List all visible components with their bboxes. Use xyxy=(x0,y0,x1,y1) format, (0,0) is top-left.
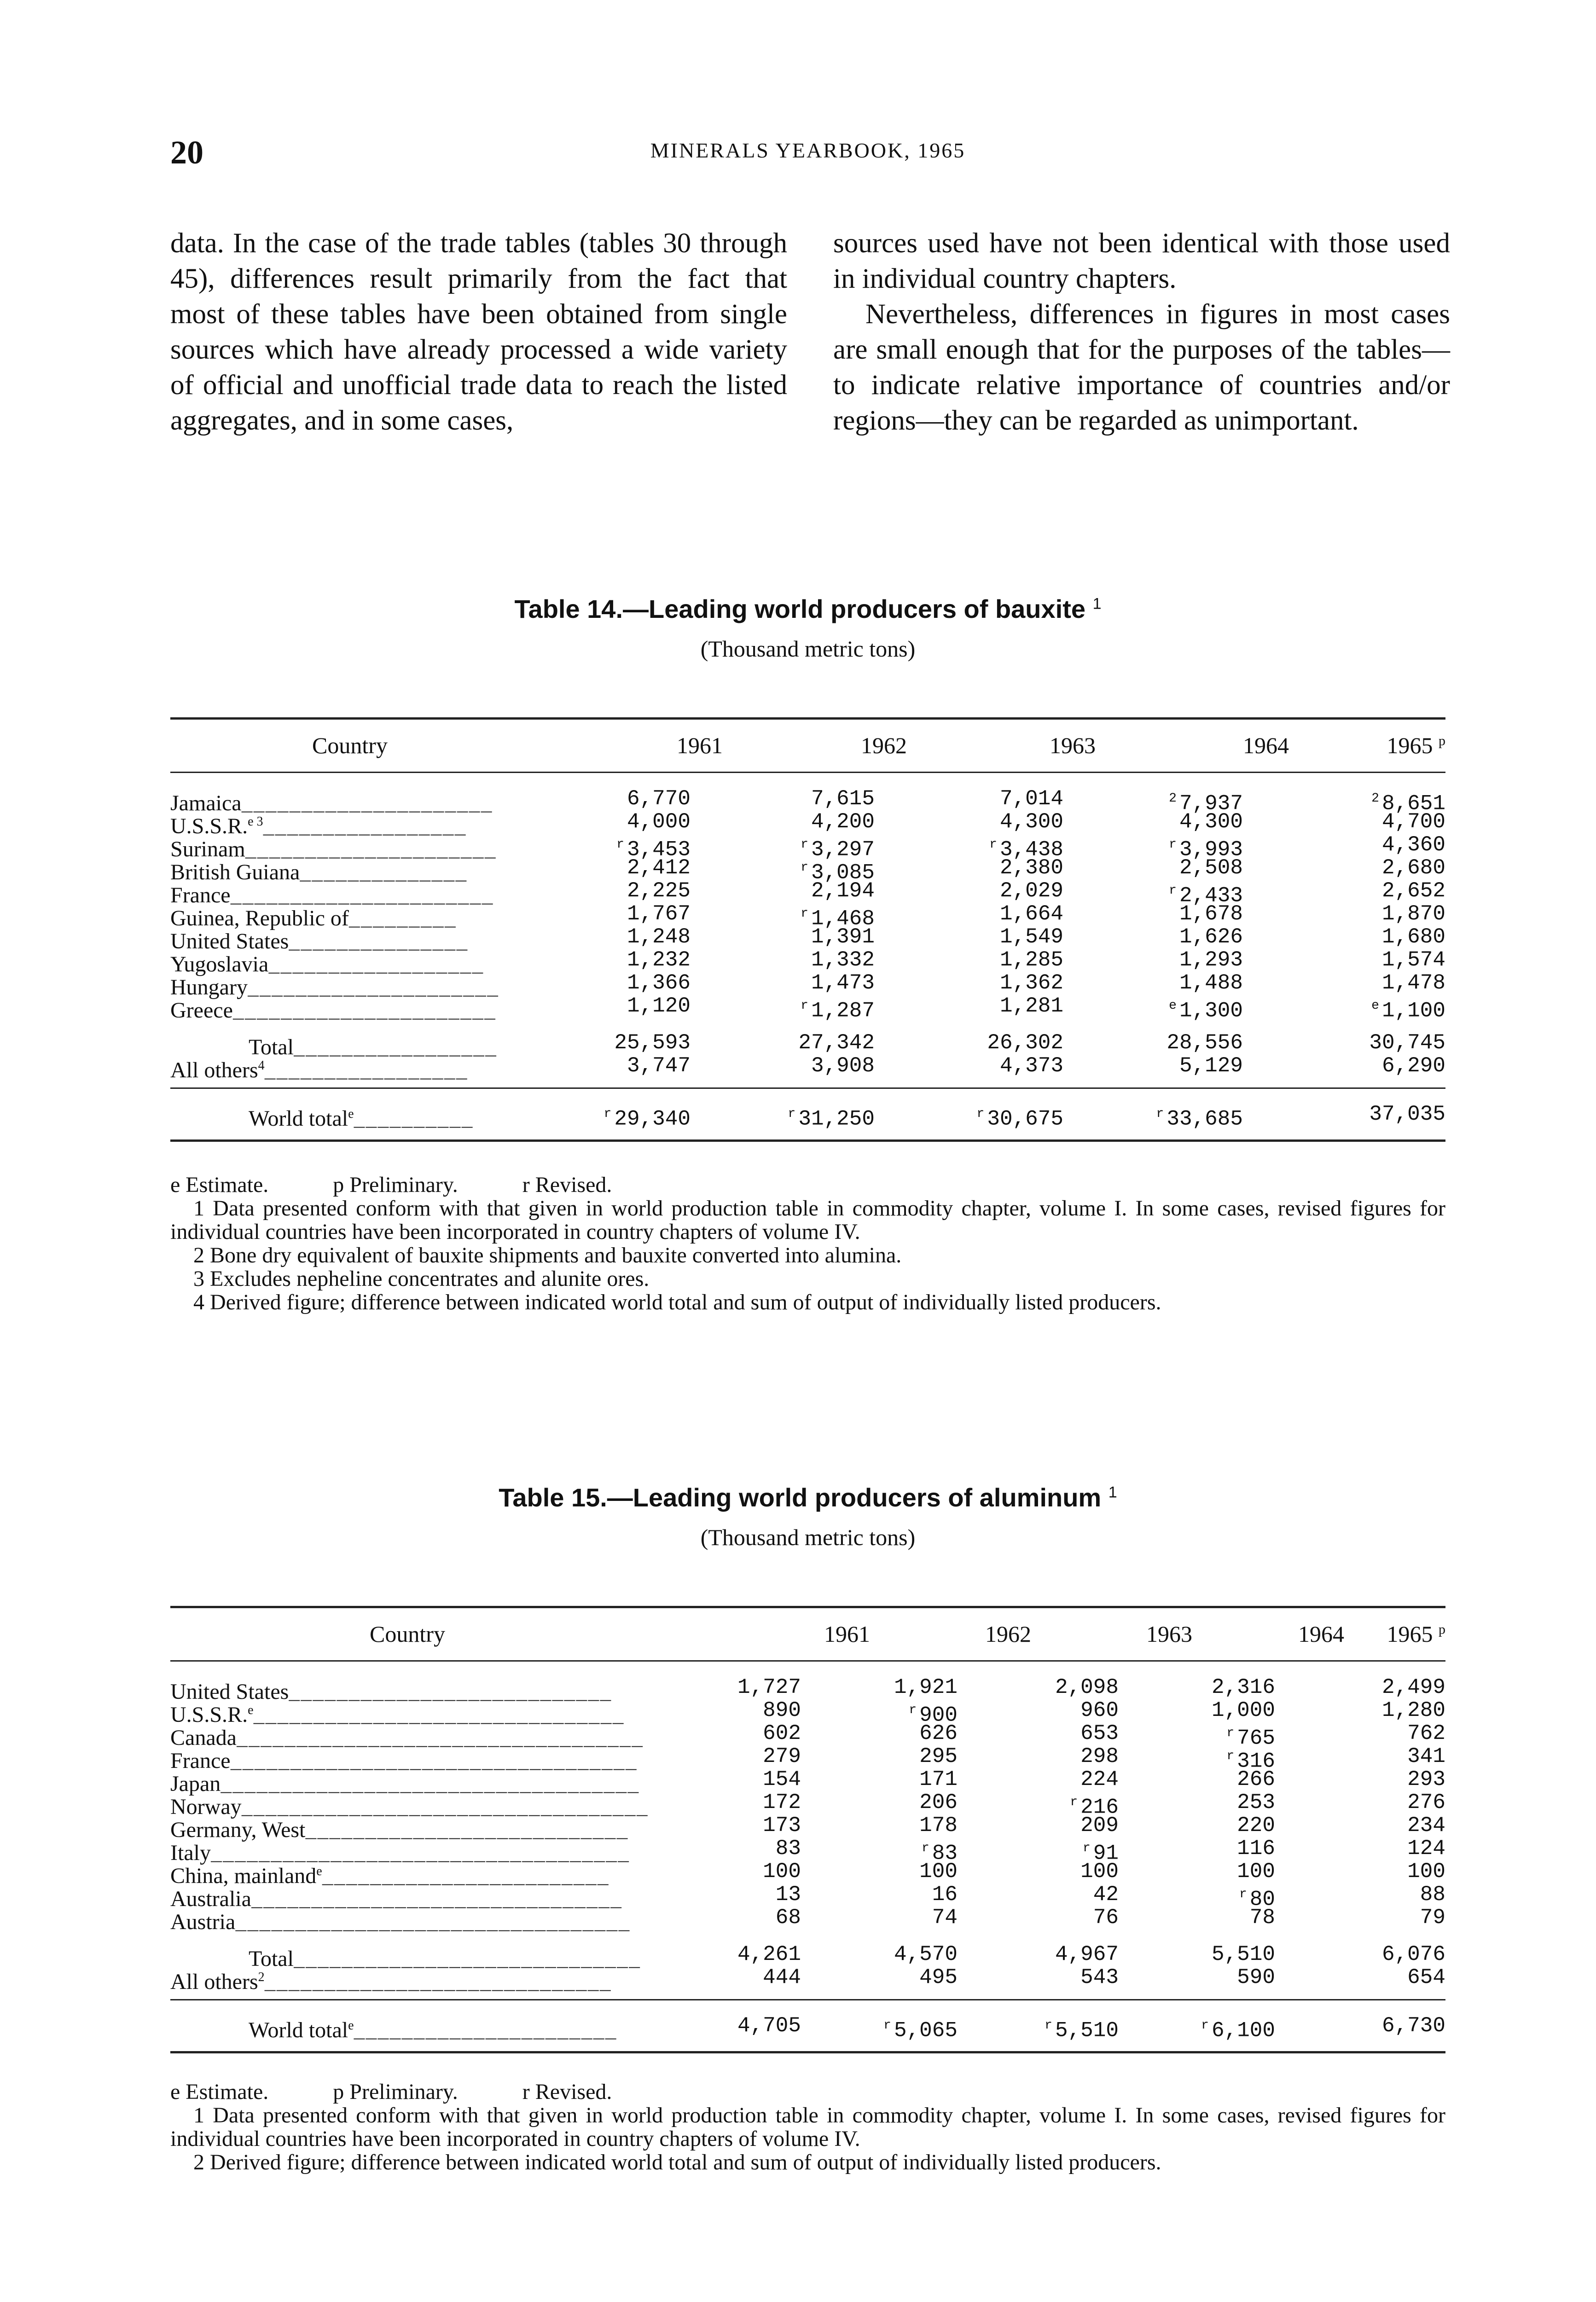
col-header-1963: 1963 xyxy=(1050,732,1096,758)
column-headers xyxy=(170,1621,1445,1648)
value-cell: 206 xyxy=(919,1790,958,1814)
value-cell: 6,770 xyxy=(627,787,691,811)
country-cell: United States___________________________ xyxy=(170,1680,612,1705)
value-cell: 1,664 xyxy=(999,902,1063,926)
table-row xyxy=(170,948,1445,977)
col-header-1964: 1964 xyxy=(1243,732,1289,758)
value-cell: 100 xyxy=(1407,1860,1445,1883)
value-cell: 4,000 xyxy=(627,810,691,834)
value-cell: $^r$ 3,453 xyxy=(616,837,691,862)
value-cell: 4,200 xyxy=(811,810,875,834)
col-header-1962: 1962 xyxy=(985,1621,1031,1647)
value-cell: 7,014 xyxy=(999,787,1063,811)
value-cell: 173 xyxy=(763,1814,801,1837)
table-row xyxy=(170,879,1445,908)
table-rule xyxy=(170,717,1445,720)
value-cell: 88 xyxy=(1420,1883,1445,1907)
table-row xyxy=(170,925,1445,954)
value-cell: 4,373 xyxy=(999,1054,1063,1078)
table-row xyxy=(170,1698,1445,1728)
table-row xyxy=(170,1860,1445,1889)
value-cell: 5,129 xyxy=(1179,1054,1243,1078)
value-cell: 28,556 xyxy=(1167,1031,1243,1055)
value-cell: 2,225 xyxy=(627,879,691,903)
value-cell: $^r$ 83 xyxy=(921,1841,958,1866)
table-row xyxy=(170,902,1445,931)
value-cell: 293 xyxy=(1407,1767,1445,1791)
country-cell: All others$^2$_____________________________ xyxy=(170,1970,612,1995)
value-cell: 4,360 xyxy=(1381,833,1445,857)
value-cell: 2,380 xyxy=(999,856,1063,880)
value-cell: 25,593 xyxy=(614,1031,691,1055)
value-cell: 7,615 xyxy=(811,787,875,811)
value-cell: $^r$ 216 xyxy=(1070,1795,1119,1820)
value-cell: 42 xyxy=(1093,1883,1119,1907)
value-cell: 172 xyxy=(763,1790,801,1814)
country-cell: Total_________________ xyxy=(249,1035,498,1060)
country-cell: United States_______________ xyxy=(170,929,469,954)
value-cell: 590 xyxy=(1237,1965,1275,1989)
table-subtitle: (Thousand metric tons) xyxy=(700,1524,916,1550)
value-cell: 1,280 xyxy=(1381,1698,1445,1722)
footnote: 3 Excludes nepheline concentrates and alunite ores. xyxy=(193,1267,650,1291)
value-cell: 2,680 xyxy=(1381,856,1445,880)
value-cell: 124 xyxy=(1407,1837,1445,1860)
value-cell: 253 xyxy=(1237,1790,1275,1814)
value-cell: 2,316 xyxy=(1211,1675,1275,1699)
page-number: 20 xyxy=(170,134,203,171)
value-cell: $^r$ 900 xyxy=(909,1703,958,1727)
col-header-1961: 1961 xyxy=(677,732,723,758)
table-row xyxy=(170,1767,1445,1797)
value-cell: 234 xyxy=(1407,1814,1445,1837)
value-cell: 3,747 xyxy=(627,1054,691,1078)
table-row xyxy=(170,856,1445,885)
value-cell: 890 xyxy=(763,1698,801,1722)
value-cell: 27,342 xyxy=(798,1031,875,1055)
table-row xyxy=(170,1906,1445,1935)
value-cell: 68 xyxy=(775,1906,801,1930)
value-cell: 79 xyxy=(1420,1906,1445,1930)
value-cell: 960 xyxy=(1080,1698,1119,1722)
value-cell: 1,870 xyxy=(1381,902,1445,926)
country-cell: France__________________________________ xyxy=(170,1749,638,1774)
table-row xyxy=(170,971,1445,1000)
value-cell: 4,705 xyxy=(737,2014,801,2038)
country-cell: Guinea, Republic of_________ xyxy=(170,906,457,931)
value-cell: 1,391 xyxy=(811,925,875,949)
value-cell: $^r$ 3,438 xyxy=(989,837,1063,862)
table-row xyxy=(170,787,1445,816)
value-cell: 1,626 xyxy=(1179,925,1243,949)
country-cell: World total$^e$__________ xyxy=(249,1106,474,1132)
country-cell: China, mainland$^e$________________________ xyxy=(170,1864,609,1889)
value-cell: $^r$ 1,468 xyxy=(801,907,875,931)
table-title: Table 14.—Leading world producers of bauxite $^1$ xyxy=(514,594,1102,623)
value-cell: 100 xyxy=(1237,1860,1275,1883)
value-cell: $^r$ 5,510 xyxy=(1045,2018,1119,2043)
footnote: 1 Data presented conform with that given in world production table in commodity chapter, volume I. In some cases, revised figures for individual countries have been incorporated in country chapters of volume IV. xyxy=(170,1196,1445,1244)
footnote: 2 Derived figure; difference between indicated world total and sum of output of individually listed producers. xyxy=(193,2150,1161,2174)
value-cell: 1,680 xyxy=(1381,925,1445,949)
table-row xyxy=(170,1721,1445,1751)
value-cell: 224 xyxy=(1080,1767,1119,1791)
footnote-legend: e Estimate. p Preliminary. r Revised. xyxy=(170,1173,612,1197)
value-cell: $^r$ 765 xyxy=(1226,1726,1275,1750)
country-cell: Japan___________________________________ xyxy=(170,1772,640,1797)
value-cell: 1,478 xyxy=(1381,971,1445,995)
value-cell: 444 xyxy=(763,1965,801,1989)
value-cell: 116 xyxy=(1237,1837,1275,1860)
table-rule xyxy=(170,1660,1445,1662)
value-cell: 2,029 xyxy=(999,879,1063,903)
table-row xyxy=(170,1054,1445,1083)
table-row xyxy=(170,1965,1445,1995)
value-cell: 295 xyxy=(919,1744,958,1768)
running-head xyxy=(170,134,1445,175)
table-rule xyxy=(170,1606,1445,1608)
value-cell: 279 xyxy=(763,1744,801,1768)
value-cell: 1,281 xyxy=(999,994,1063,1018)
value-cell: 2,508 xyxy=(1179,856,1243,880)
country-cell: Hungary_____________________ xyxy=(170,975,499,1000)
value-cell: $^r$ 80 xyxy=(1239,1887,1275,1912)
country-cell: France______________________ xyxy=(170,883,494,908)
value-cell: 1,549 xyxy=(999,925,1063,949)
country-cell: Greece______________________ xyxy=(170,998,496,1023)
table-subtitle: (Thousand metric tons) xyxy=(700,636,916,662)
value-cell: $^r$ 30,675 xyxy=(976,1107,1063,1131)
value-cell: 1,285 xyxy=(999,948,1063,972)
intro-paragraph: sources used have not been identical with those used in individual country chapters. xyxy=(833,228,1450,294)
country-cell: U.S.S.R.$^{e 3}$_________________ xyxy=(170,814,467,839)
value-cell: 1,488 xyxy=(1179,971,1243,995)
table-rule xyxy=(170,1087,1445,1089)
table-row xyxy=(170,1675,1445,1705)
value-cell: 100 xyxy=(1080,1860,1119,1883)
value-cell: $^r$ 3,297 xyxy=(801,837,875,862)
value-cell: 1,232 xyxy=(627,948,691,972)
table-row xyxy=(170,1102,1445,1132)
table-row xyxy=(170,1031,1445,1060)
value-cell: 16 xyxy=(932,1883,958,1907)
value-cell: 298 xyxy=(1080,1744,1119,1768)
value-cell: 1,000 xyxy=(1211,1698,1275,1722)
value-cell: $^2$ 7,937 xyxy=(1169,791,1243,816)
intro-right-column xyxy=(833,226,1450,438)
value-cell: 26,302 xyxy=(987,1031,1063,1055)
value-cell: 4,570 xyxy=(894,1942,958,1966)
value-cell: 78 xyxy=(1249,1906,1275,1930)
table-row xyxy=(170,1814,1445,1843)
value-cell: $^r$ 1,287 xyxy=(801,999,875,1023)
table-row xyxy=(170,1883,1445,1912)
value-cell: 4,300 xyxy=(1179,810,1243,834)
value-cell: 76 xyxy=(1093,1906,1119,1930)
value-cell: 209 xyxy=(1080,1814,1119,1837)
value-cell: 4,261 xyxy=(737,1942,801,1966)
value-cell: 6,076 xyxy=(1381,1942,1445,1966)
footnote: 4 Derived figure; difference between indicated world total and sum of output of individually listed producers. xyxy=(193,1290,1161,1314)
value-cell: 37,035 xyxy=(1369,1102,1445,1126)
footnote: 2 Bone dry equivalent of bauxite shipments and bauxite converted into alumina. xyxy=(193,1243,902,1267)
value-cell: 1,362 xyxy=(999,971,1063,995)
value-cell: 171 xyxy=(919,1767,958,1791)
value-cell: 5,510 xyxy=(1211,1942,1275,1966)
column-headers xyxy=(170,732,1445,760)
value-cell: 2,412 xyxy=(627,856,691,880)
value-cell: 543 xyxy=(1080,1965,1119,1989)
value-cell: 341 xyxy=(1407,1744,1445,1768)
country-cell: Germany, West___________________________ xyxy=(170,1818,629,1843)
table-row xyxy=(170,833,1445,862)
col-header-1964: 1964 xyxy=(1298,1621,1344,1647)
running-title: MINERALS YEARBOOK, 1965 xyxy=(650,139,966,162)
intro-text xyxy=(170,226,1450,483)
country-cell: World total$^e$______________________ xyxy=(249,2018,617,2043)
value-cell: 100 xyxy=(763,1860,801,1883)
table-row xyxy=(170,1790,1445,1820)
value-cell: 1,293 xyxy=(1179,948,1243,972)
country-cell: British Guiana______________ xyxy=(170,860,468,885)
value-cell: $^r$ 2,433 xyxy=(1169,884,1243,908)
table-rule xyxy=(170,1999,1445,2000)
value-cell: $^e$ 1,100 xyxy=(1371,999,1445,1023)
value-cell: 4,700 xyxy=(1381,810,1445,834)
country-cell: Jamaica_____________________ xyxy=(170,791,493,816)
value-cell: 13 xyxy=(775,1883,801,1907)
value-cell: $^r$ 33,685 xyxy=(1156,1107,1243,1131)
value-cell: 6,290 xyxy=(1381,1054,1445,1078)
intro-left-column xyxy=(170,226,787,438)
country-cell: All others$^4$_________________ xyxy=(170,1058,468,1083)
value-cell: 2,499 xyxy=(1381,1675,1445,1699)
value-cell: $^r$ 316 xyxy=(1226,1749,1275,1773)
country-cell: U.S.S.R.$^e$_______________________________ xyxy=(170,1703,625,1728)
value-cell: $^2$ 8,651 xyxy=(1371,791,1445,816)
value-cell: $^r$ 3,085 xyxy=(801,860,875,885)
table-row xyxy=(170,994,1445,1023)
value-cell: 1,332 xyxy=(811,948,875,972)
value-cell: $^r$ 6,100 xyxy=(1201,2018,1275,2043)
col-header-country: Country xyxy=(370,1621,445,1647)
value-cell: 266 xyxy=(1237,1767,1275,1791)
value-cell: 220 xyxy=(1237,1814,1275,1837)
value-cell: 602 xyxy=(763,1721,801,1745)
intro-paragraph: data. In the case of the trade tables (tables 30 through 45), differences result primarily from the fact that most of these tables have been obtained from single sources which have already processed a wide variety of official and unofficial trade data to reach the listed aggregates, and in some cases, xyxy=(170,228,787,436)
value-cell: 1,248 xyxy=(627,925,691,949)
intro-paragraph: Nevertheless, differences in figures in most cases are small enough that for the purposes of the tables—to indicate relative importance of countries and/or regions—they can be regarded as unimportant. xyxy=(833,299,1450,436)
footnote-legend: e Estimate. p Preliminary. r Revised. xyxy=(170,2080,612,2104)
table-rule xyxy=(170,2051,1445,2053)
value-cell: 1,574 xyxy=(1381,948,1445,972)
value-cell: $^r$ 3,993 xyxy=(1169,837,1243,862)
value-cell: $^r$ 29,340 xyxy=(604,1107,691,1131)
col-header-1962: 1962 xyxy=(861,732,907,758)
value-cell: 1,727 xyxy=(737,1675,801,1699)
table-row xyxy=(170,2014,1445,2043)
value-cell: 762 xyxy=(1407,1721,1445,1745)
value-cell: 100 xyxy=(919,1860,958,1883)
value-cell: 653 xyxy=(1080,1721,1119,1745)
table-rule xyxy=(170,772,1445,773)
table-15-footnotes xyxy=(170,2080,1445,2174)
value-cell: 6,730 xyxy=(1381,2014,1445,2038)
value-cell: 154 xyxy=(763,1767,801,1791)
value-cell: $^r$ 31,250 xyxy=(788,1107,875,1131)
country-cell: Austria_________________________________ xyxy=(170,1910,631,1935)
value-cell: 276 xyxy=(1407,1790,1445,1814)
col-header-1965: 1965 $^p$ xyxy=(1387,732,1445,758)
value-cell: 178 xyxy=(919,1814,958,1837)
table-row xyxy=(170,810,1445,839)
table-row xyxy=(170,1744,1445,1774)
country-cell: Norway__________________________________ xyxy=(170,1795,649,1820)
value-cell: 4,967 xyxy=(1055,1942,1119,1966)
value-cell: 654 xyxy=(1407,1965,1445,1989)
value-cell: 1,120 xyxy=(627,994,691,1018)
value-cell: 30,745 xyxy=(1369,1031,1445,1055)
col-header-1965: 1965 $^p$ xyxy=(1387,1621,1445,1647)
col-header-1961: 1961 xyxy=(824,1621,870,1647)
value-cell: 1,767 xyxy=(627,902,691,926)
country-cell: Australia_______________________________ xyxy=(170,1887,623,1912)
col-header-country: Country xyxy=(312,732,388,758)
value-cell: $^r$ 91 xyxy=(1082,1841,1119,1866)
value-cell: 626 xyxy=(919,1721,958,1745)
table-14-footnotes xyxy=(170,1173,1445,1314)
table-title: Table 15.—Leading world producers of aluminum $^1$ xyxy=(499,1483,1117,1512)
col-header-1963: 1963 xyxy=(1146,1621,1192,1647)
footnote: 1 Data presented conform with that given in world production table in commodity chapter, volume I. In some cases, revised figures for individual countries have been incorporated in country chapters of volume IV. xyxy=(170,2103,1445,2151)
country-cell: Italy___________________________________ xyxy=(170,1841,630,1866)
value-cell: 495 xyxy=(919,1965,958,1989)
value-cell: 74 xyxy=(932,1906,958,1930)
table-row xyxy=(170,1837,1445,1866)
country-cell: Yugoslavia__________________ xyxy=(170,952,484,977)
value-cell: 1,678 xyxy=(1179,902,1243,926)
country-cell: Total_____________________________ xyxy=(249,1947,641,1972)
value-cell: 2,098 xyxy=(1055,1675,1119,1699)
value-cell: 4,300 xyxy=(999,810,1063,834)
value-cell: 2,194 xyxy=(811,879,875,903)
value-cell: $^e$ 1,300 xyxy=(1169,999,1243,1023)
value-cell: 2,652 xyxy=(1381,879,1445,903)
value-cell: 83 xyxy=(775,1837,801,1860)
country-cell: Surinam_____________________ xyxy=(170,837,497,862)
country-cell: Canada__________________________________ xyxy=(170,1726,644,1751)
value-cell: 3,908 xyxy=(811,1054,875,1078)
table-row xyxy=(170,1942,1445,1972)
value-cell: 1,473 xyxy=(811,971,875,995)
value-cell: 1,921 xyxy=(894,1675,958,1699)
table-rule xyxy=(170,1139,1445,1142)
value-cell: 1,366 xyxy=(627,971,691,995)
value-cell: $^r$ 5,065 xyxy=(883,2018,958,2043)
